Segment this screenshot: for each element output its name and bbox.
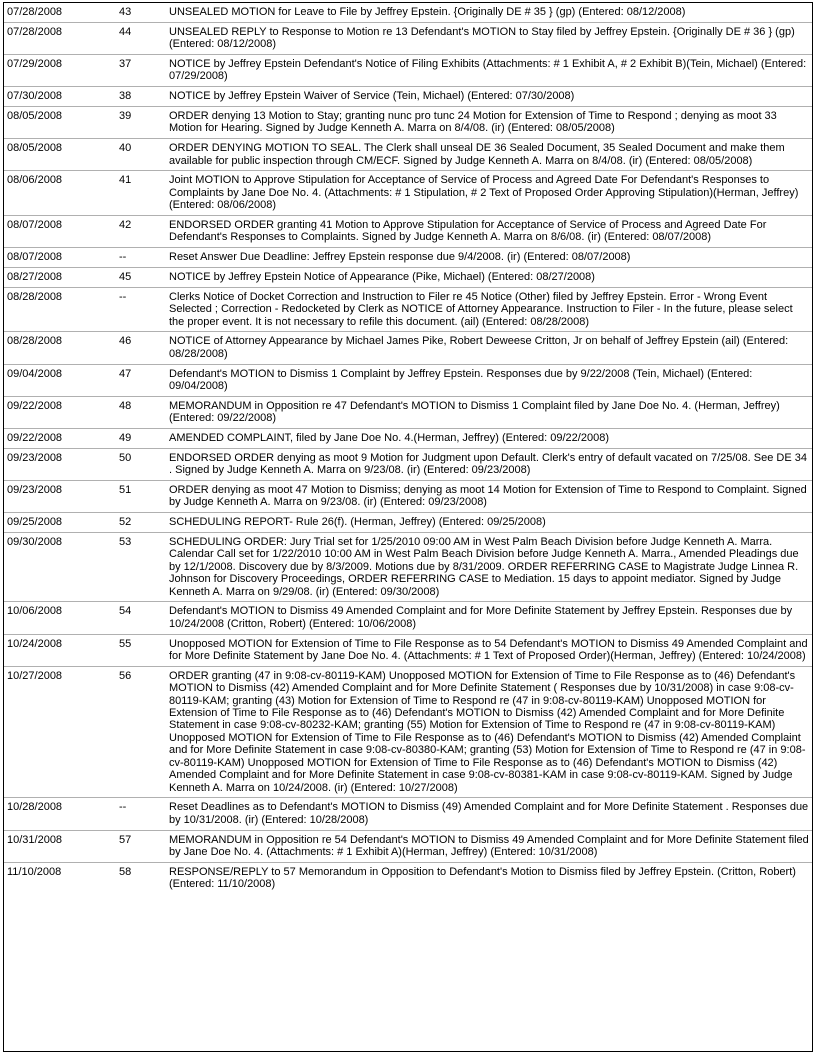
docket-entries: [4, 3, 812, 894]
entry-number: 37: [116, 55, 166, 87]
entry-text: NOTICE by Jeffrey Epstein Notice of Appearance (Pike, Michael) (Entered: 08/27/2008): [166, 268, 812, 288]
entry-date: 07/29/2008: [4, 55, 116, 87]
entry-number: 42: [116, 216, 166, 248]
entry-date: 10/24/2008: [4, 634, 116, 666]
docket-entry-row: [4, 3, 812, 22]
entry-date: 10/31/2008: [4, 830, 116, 862]
docket-entry-row: [4, 513, 812, 533]
entry-text: NOTICE of Attorney Appearance by Michael James Pike, Robert Deweese Critton, Jr on behalf of Jeffrey Epstein (ail) (Entered: 08/28/2008): [166, 332, 812, 364]
docket-entry-row: [4, 862, 812, 894]
entry-text: NOTICE by Jeffrey Epstein Waiver of Service (Tein, Michael) (Entered: 07/30/2008): [166, 87, 812, 107]
docket-entry-row: [4, 171, 812, 216]
entry-number: 56: [116, 666, 166, 797]
docket-sheet: [3, 2, 813, 1052]
entry-number: 52: [116, 513, 166, 533]
entry-date: 09/25/2008: [4, 513, 116, 533]
docket-entry-row: [4, 830, 812, 862]
entry-text: ORDER denying as moot 47 Motion to Dismiss; denying as moot 14 Motion for Extension of Time to Respond to Complaint. Signed by Judge Kenneth A. Marra on 9/23/08. (ir) (Entered: 09/23/2008): [166, 481, 812, 513]
entry-number: 54: [116, 602, 166, 634]
docket-entry-row: [4, 481, 812, 513]
docket-entry-row: [4, 216, 812, 248]
entry-date: 08/28/2008: [4, 332, 116, 364]
entry-number: 48: [116, 396, 166, 428]
entry-text: MEMORANDUM in Opposition re 47 Defendant's MOTION to Dismiss 1 Complaint filed by Jane Doe No. 4. (Herman, Jeffrey) (Entered: 09/22/2008): [166, 396, 812, 428]
docket-entry-row: [4, 396, 812, 428]
docket-entry-row: [4, 448, 812, 480]
entry-date: 10/06/2008: [4, 602, 116, 634]
docket-entry-row: [4, 248, 812, 268]
entry-text: ENDORSED ORDER denying as moot 9 Motion for Judgment upon Default. Clerk's entry of default vacated on 7/25/08. See DE 34 . Signed by Judge Kenneth A. Marra on 9/23/08. (ir) (Entered: 09/23/2008): [166, 448, 812, 480]
docket-entry-row: [4, 87, 812, 107]
entry-text: ORDER DENYING MOTION TO SEAL. The Clerk shall unseal DE 36 Sealed Document, 35 Sealed Document and make them available for public inspection through CM/ECF. Signed by Judge Kenneth A. Marra on 8/4/08. (ir) (Entered: 08/05/2008): [166, 139, 812, 171]
docket-entry-row: [4, 602, 812, 634]
entry-text: NOTICE by Jeffrey Epstein Defendant's Notice of Filing Exhibits (Attachments: # 1 Exhibit A, # 2 Exhibit B)(Tein, Michael) (Entered: 07/29/2008): [166, 55, 812, 87]
entry-number: 43: [116, 3, 166, 22]
entry-text: Clerks Notice of Docket Correction and Instruction to Filer re 45 Notice (Other) filed by Jeffrey Epstein. Error - Wrong Event Selected ; Correction - Redocketed by Clerk as NOTICE of Attorney Appearance. Instruction to Filer - In the future, please select the proper event. It is not necessary to refile this document. (ail) (Entered: 08/28/2008): [166, 287, 812, 332]
entry-number: 51: [116, 481, 166, 513]
entry-number: 40: [116, 139, 166, 171]
entry-text: Defendant's MOTION to Dismiss 1 Complaint by Jeffrey Epstein. Responses due by 9/22/2008 (Tein, Michael) (Entered: 09/04/2008): [166, 364, 812, 396]
entry-date: 08/05/2008: [4, 139, 116, 171]
docket-entry-row: [4, 268, 812, 288]
docket-entry-row: [4, 287, 812, 332]
entry-number: --: [116, 248, 166, 268]
entry-text: Unopposed MOTION for Extension of Time to File Response as to 54 Defendant's MOTION to Dismiss 49 Amended Complaint and for More Definite Statement by Jane Doe No. 4. (Attachments: # 1 Text of Proposed Order)(Herman, Jeffrey) (Entered: 10/24/2008): [166, 634, 812, 666]
entry-text: ENDORSED ORDER granting 41 Motion to Approve Stipulation for Acceptance of Service of Process and Agreed Date For Defendant's Responses to Complaints. Signed by Judge Kenneth A. Marra on 8/6/08. (ir) (Entered: 08/07/2008): [166, 216, 812, 248]
entry-date: 11/10/2008: [7, 865, 62, 878]
entry-date: 07/28/2008: [4, 3, 116, 22]
docket-table: [4, 3, 812, 894]
entry-text: Joint MOTION to Approve Stipulation for Acceptance of Service of Process and Agreed Date For Defendant's Responses to Complaints by Jane Doe No. 4. (Attachments: # 1 Stipulation, # 2 Text of Proposed Order Approving Stipulation)(Herman, Jeffrey) (Entered: 08/06/2008): [166, 171, 812, 216]
entry-number: 55: [116, 634, 166, 666]
entry-date: 09/22/2008: [4, 396, 116, 428]
entry-text: RESPONSE/REPLY to 57 Memorandum in Opposition to Defendant's Motion to Dismiss filed by Jeffrey Epstein. (Critton, Robert) (Entered: 11/10/2008): [169, 865, 796, 891]
entry-text: UNSEALED REPLY to Response to Motion re 13 Defendant's MOTION to Stay filed by Jeffrey Epstein. {Originally DE # 36 } (gp) (Entered: 08/12/2008): [166, 22, 812, 54]
docket-entry-row: [4, 364, 812, 396]
entry-date: 10/27/2008: [4, 666, 116, 797]
docket-entry-row: [4, 533, 812, 602]
entry-date: 08/05/2008: [4, 107, 116, 139]
entry-date: 09/23/2008: [4, 481, 116, 513]
entry-text: AMENDED COMPLAINT, filed by Jane Doe No. 4.(Herman, Jeffrey) (Entered: 09/22/2008): [166, 429, 812, 449]
entry-date: 10/28/2008: [4, 798, 116, 830]
docket-entry-row: [4, 22, 812, 54]
entry-text: ORDER denying 13 Motion to Stay; granting nunc pro tunc 24 Motion for Extension of Time to Respond ; denying as moot 33 Motion for Hearing. Signed by Judge Kenneth A. Marra on 8/4/08. (ir) (Entered: 08/05/2008): [166, 107, 812, 139]
entry-number: 45: [116, 268, 166, 288]
entry-text: Reset Deadlines as to Defendant's MOTION to Dismiss (49) Amended Complaint and for More Definite Statement . Responses due by 10/31/2008. (ir) (Entered: 10/28/2008): [166, 798, 812, 830]
entry-number: 58: [119, 865, 132, 878]
entry-date: 08/06/2008: [4, 171, 116, 216]
docket-entry-row: [4, 332, 812, 364]
entry-date: 07/28/2008: [4, 22, 116, 54]
entry-number: 39: [116, 107, 166, 139]
entry-number: 49: [116, 429, 166, 449]
entry-date: 09/30/2008: [4, 533, 116, 602]
entry-text: Reset Answer Due Deadline: Jeffrey Epstein response due 9/4/2008. (ir) (Entered: 08/07/2008): [166, 248, 812, 268]
docket-entry-row: [4, 139, 812, 171]
docket-entry-row: [4, 666, 812, 797]
entry-date: 08/07/2008: [4, 248, 116, 268]
entry-number: 46: [116, 332, 166, 364]
entry-date: 08/28/2008: [4, 287, 116, 332]
entry-number: --: [116, 287, 166, 332]
entry-date: 09/23/2008: [4, 448, 116, 480]
docket-entry-row: [4, 55, 812, 87]
entry-number: 47: [116, 364, 166, 396]
entry-number: 38: [116, 87, 166, 107]
docket-entry-row: [4, 429, 812, 449]
entry-date: 08/07/2008: [4, 216, 116, 248]
entry-date: 09/04/2008: [4, 364, 116, 396]
entry-number: --: [116, 798, 166, 830]
entry-number: 57: [116, 830, 166, 862]
entry-number: 44: [116, 22, 166, 54]
entry-text: SCHEDULING ORDER: Jury Trial set for 1/25/2010 09:00 AM in West Palm Beach Division before Judge Kenneth A. Marra. Calendar Call set for 1/22/2010 10:00 AM in West Palm Beach Division before Judge Kenneth A. Marra., Amended Pleadings due by 12/1/2008. Discovery due by 8/3/2009. Motions due by 8/31/2009. ORDER REFERRING CASE to Magistrate Judge Linnea R. Johnson for Discovery Proceedings, ORDER REFERRING CASE to Mediation. 15 days to appoint mediator. Signed by Judge Kenneth A. Marra on 9/29/08. (ir) (Entered: 09/30/2008): [166, 533, 812, 602]
entry-number: 53: [116, 533, 166, 602]
docket-entry-row: [4, 798, 812, 830]
docket-entry-row: [4, 107, 812, 139]
entry-text: Defendant's MOTION to Dismiss 49 Amended Complaint and for More Definite Statement by Jeffrey Epstein. Responses due by 10/24/2008 (Critton, Robert) (Entered: 10/06/2008): [166, 602, 812, 634]
entry-text: ORDER granting (47 in 9:08-cv-80119-KAM) Unopposed MOTION for Extension of Time to File Response as to (46) Defendant's MOTION to Dismiss (42) Amended Complaint and for More Definite Statement ( Responses due by 10/31/2008) in case 9:08-cv-80119-KAM; granting (43) Motion for Extension of Time to Respond re (47 in 9:08-cv-80119-KAM) Unopposed MOTION for Extension of Time to File Response as to (46) Defendant's MOTION to Dismiss (42) Amended Complaint and for More Definite Statement in case 9:08-cv-80232-KAM; granting (55) Motion for Extension of Time to Respond re (47 in 9:08-cv-80119-KAM) Unopposed MOTION for Extension of Time to File Response as to (46) Defendant's MOTION to Dismiss (42) Amended Complaint and for More Definite Statement in case 9:08-cv-80380-KAM; granting (53) Motion for Extension of Time to Respond re (47 in 9:08-cv-80119-KAM) Unopposed MOTION for Extension of Time to File Response as to (46) Defendant's MOTION to Dismiss (42) Amended Complaint and for More Definite Statement in case 9:08-cv-80381-KAM in case 9:08-cv-80119-KAM. Signed by Judge Kenneth A. Marra on 10/24/2008. (ir) (Entered: 10/27/2008): [166, 666, 812, 797]
entry-date: 07/30/2008: [4, 87, 116, 107]
docket-entry-row: [4, 634, 812, 666]
entry-text: MEMORANDUM in Opposition re 54 Defendant's MOTION to Dismiss 49 Amended Complaint and for More Definite Statement filed by Jane Doe No. 4. (Attachments: # 1 Exhibit A)(Herman, Jeffrey) (Entered: 10/31/2008): [166, 830, 812, 862]
entry-number: 50: [116, 448, 166, 480]
entry-text: UNSEALED MOTION for Leave to File by Jeffrey Epstein. {Originally DE # 35 } (gp) (Entered: 08/12/2008): [166, 3, 812, 22]
entry-date: 09/22/2008: [4, 429, 116, 449]
entry-number: 41: [116, 171, 166, 216]
entry-date: 08/27/2008: [4, 268, 116, 288]
entry-text: SCHEDULING REPORT- Rule 26(f). (Herman, Jeffrey) (Entered: 09/25/2008): [166, 513, 812, 533]
